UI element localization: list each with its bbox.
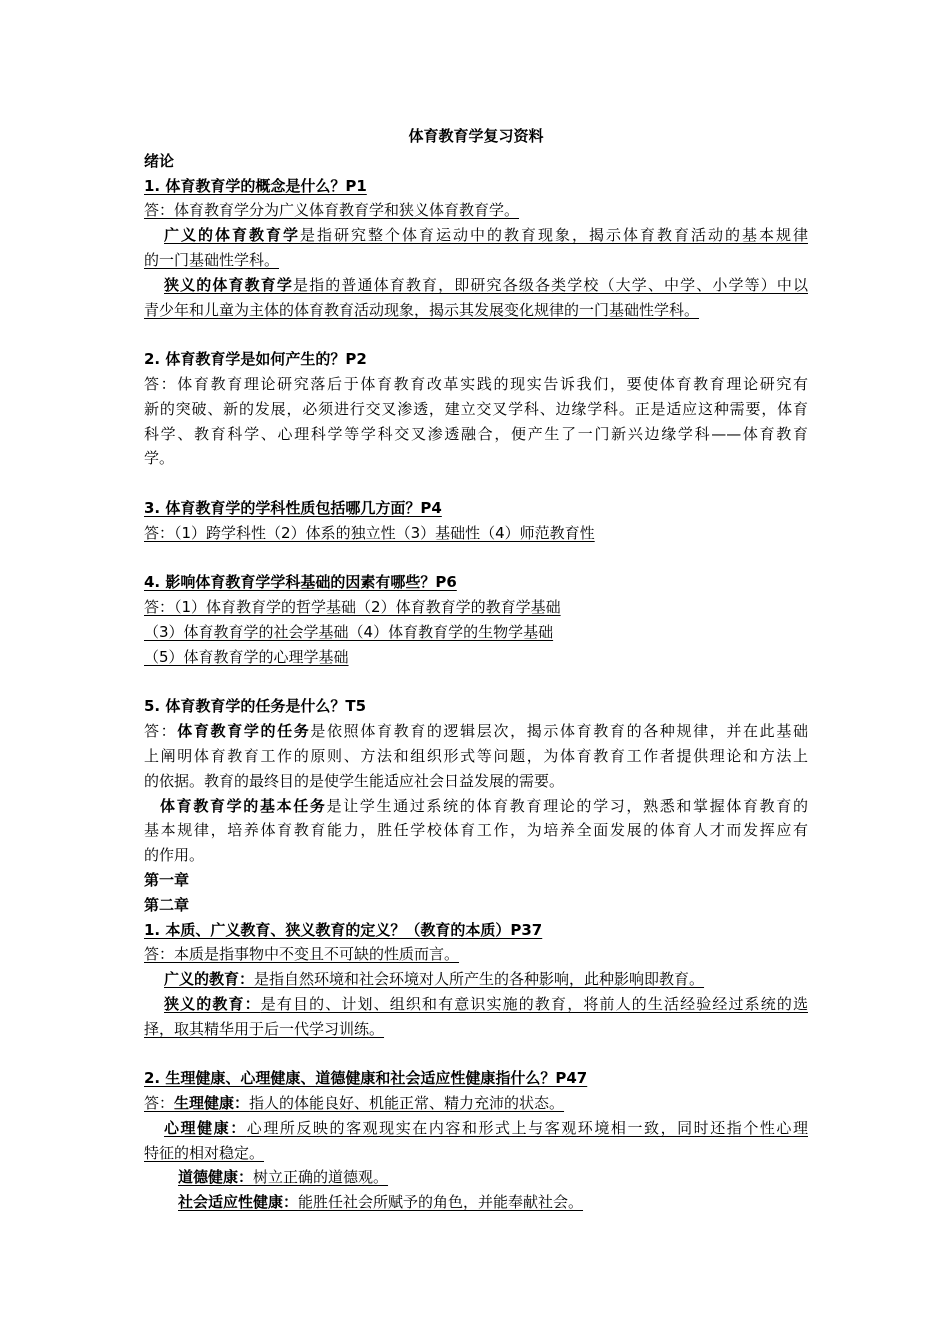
answer-text: 是让学生通过系统的体育教育理论的学习，熟悉和掌握体育教育的 [326,796,808,815]
answer-line: 的一门基础性学科。 [144,250,280,269]
document-body [144,124,808,1215]
answer-paragraph [144,273,808,298]
answer-line: 学。 [144,449,175,468]
chapter-heading: 第一章 [144,870,190,889]
answer-line: 答：本质是指事物中不变且不可缺的性质而言。 [144,945,460,964]
answer-paragraph [144,1116,808,1141]
answer-line: 科学、教育科学、心理科学等学科交叉渗透融合，便产生了一门新兴边缘学科——体育教育 [144,424,808,443]
spacer [144,471,808,496]
answer-line: 新的突破、新的发展，必须进行交叉渗透，建立交叉学科、边缘学科。正是适应这种需要，体育 [144,399,808,418]
section-heading-intro: 绪论 [144,151,175,170]
answer-text: 是有目的、计划、组织和有意识实施的教育，将前人的生活经验经过系统的选 [260,994,808,1013]
answer-line: 择，取其精华用于后一代学习训练。 [144,1019,385,1038]
document-title: 体育教育学复习资料 [408,127,544,145]
answer-paragraph [144,1091,808,1116]
answer-paragraph [144,1165,808,1190]
answer-line: 答：体育教育理论研究落后于体育教育改革实践的现实告诉我们，要使体育教育理论研究有 [144,374,808,393]
question-heading: 1. 体育教育学的概念是什么？P1 [144,176,367,195]
answer-line: 答：体育教育学分为广义体育教育学和狭义体育教育学。 [144,201,520,220]
answer-prefix: 答： [144,722,178,741]
answer-text: 树立正确的道德观。 [253,1168,389,1187]
answer-text: 是指的普通体育教育，即研究各级各类学校（大学、中学、小学等）中以 [293,275,808,294]
answer-prefix: 答： [144,1094,175,1113]
spacer [144,670,808,695]
answer-line: （3）体育教育学的社会学基础（4）体育教育学的生物学基础 [144,622,554,641]
answer-paragraph [144,794,808,819]
term: 生理健康： [174,1094,250,1113]
answer-text: 能胜任社会所赋予的角色，并能奉献社会。 [298,1193,584,1212]
answer-paragraph [144,967,808,992]
question-heading: 5. 体育教育学的任务是什么？T5 [144,697,367,716]
answer-line: 特征的相对稳定。 [144,1143,265,1162]
term: 社会适应性健康： [178,1193,299,1212]
term: 道德健康： [178,1168,254,1187]
term: 体育教育学的任务 [177,722,311,741]
answer-line: 青少年和儿童为主体的体育教育活动现象，揭示其发展变化规律的一门基础性学科。 [144,300,700,319]
answer-text: 指人的体能良好、机能正常、精力充沛的状态。 [249,1094,565,1113]
answer-line: 答：（1）体育教育学的哲学基础（2）体育教育学的教育学基础 [144,598,561,617]
term: 广义的体育教育学 [164,226,300,245]
spacer [144,322,808,347]
question-heading: 2. 体育教育学是如何产生的？P2 [144,350,367,369]
answer-line: （5）体育教育学的心理学基础 [144,647,349,666]
question-heading: 1. 本质、广义教育、狭义教育的定义？（教育的本质）P37 [144,920,543,939]
term: 狭义的体育教育学 [164,275,294,294]
answer-paragraph [144,223,808,248]
answer-line: 的依据。教育的最终目的是使学生能适应社会日益发展的需要。 [144,771,565,790]
term: 狭义的教育： [164,994,261,1013]
question-heading: 4. 影响体育教育学学科基础的因素有哪些？P6 [144,573,457,592]
answer-line: 答：（1）跨学科性（2）体系的独立性（3）基础性（4）师范教育性 [144,523,595,542]
question-heading: 2. 生理健康、心理健康、道德健康和社会适应性健康指什么？P47 [144,1069,588,1088]
answer-line: 上阐明体育教育工作的原则、方法和组织形式等问题，为体育教育工作者提供理论和方法上 [144,746,808,765]
answer-line: 基本规律，培养体育教育能力，胜任学校体育工作，为培养全面发展的体育人才而发挥应有 [144,821,808,840]
chapter-heading: 第二章 [144,895,190,914]
answer-text: 是依照体育教育的逻辑层次，揭示体育教育的各种规律，并在此基础 [310,722,808,741]
answer-text: 心理所反映的客观现实在内容和形式上与客观环境相一致，同时还指个性心理 [246,1118,808,1137]
spacer [144,546,808,571]
answer-text: 是指自然环境和社会环境对人所产生的各种影响，此种影响即教育。 [254,970,705,989]
term: 广义的教育： [164,970,255,989]
answer-line: 的作用。 [144,846,205,865]
answer-paragraph [144,1190,808,1215]
term: 体育教育学的基本任务 [160,796,327,815]
spacer [144,1041,808,1066]
term: 心理健康： [164,1118,247,1137]
answer-paragraph [144,992,808,1017]
answer-text: 是指研究整个体育运动中的教育现象，揭示体育教育活动的基本规律 [300,226,808,245]
answer-paragraph [144,719,808,744]
question-heading: 3. 体育教育学的学科性质包括哪几方面？P4 [144,498,442,517]
